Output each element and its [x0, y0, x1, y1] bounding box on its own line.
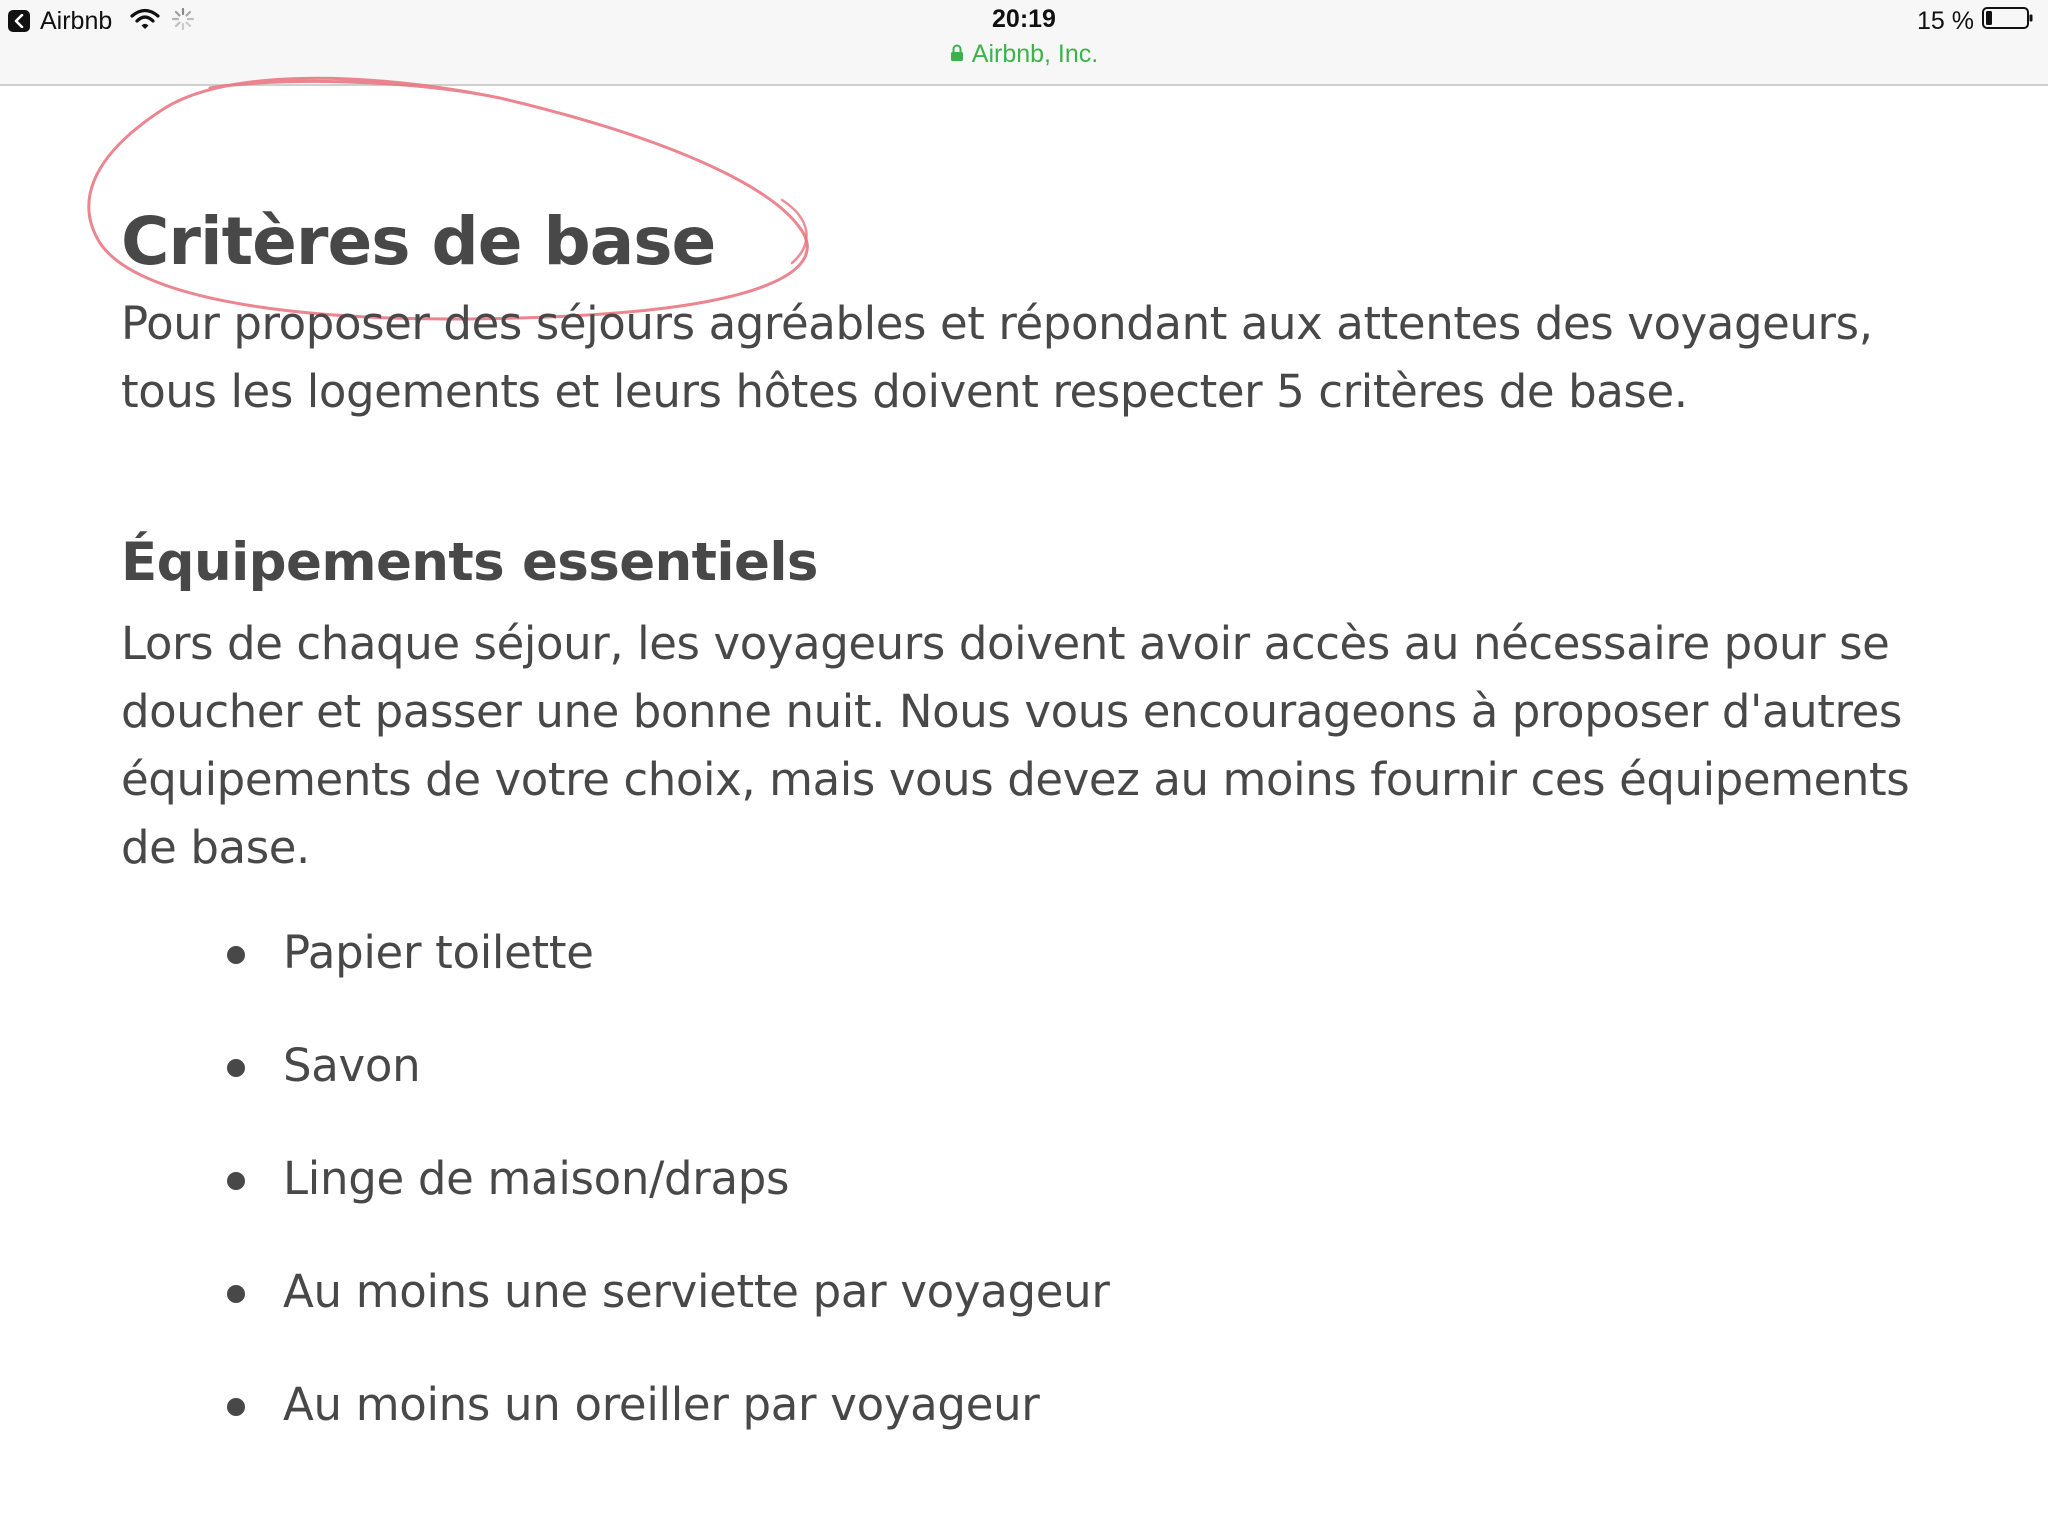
site-identity[interactable] [0, 40, 2048, 69]
list-item [227, 922, 1971, 984]
back-app-label: Airbnb [40, 6, 113, 35]
article-content [121, 200, 1971, 1487]
list-item [227, 1035, 1971, 1097]
section-paragraph: Lors de chaque séjour, les voyageurs doivent avoir accès au nécessaire pour se doucher et passer une bonne nuit. Nous vous encourageons à proposer d'autres équipements de votre choix, mais vous devez au moins fournir ces équipements de base. [121, 617, 1910, 874]
list-item-label: Linge de maison/draps [283, 1152, 790, 1205]
status-bar [0, 0, 2048, 86]
clock: 20:19 [992, 5, 1056, 33]
list-item [227, 1374, 1971, 1436]
list-item-label: Au moins un oreiller par voyageur [283, 1378, 1040, 1431]
amenities-list [121, 922, 1971, 1436]
list-item [227, 1148, 1971, 1210]
battery-percent: 15 % [1917, 6, 1974, 35]
bullet-icon [227, 1398, 245, 1416]
bullet-icon [227, 946, 245, 964]
list-item-label: Papier toilette [283, 926, 594, 979]
battery-icon [1982, 6, 2034, 37]
site-name: Airbnb, Inc. [971, 40, 1099, 68]
intro-paragraph: Pour proposer des séjours agréables et répondant aux attentes des voyageurs, tous les logements et leurs hôtes doivent respecter 5 critères de base. [121, 297, 1873, 418]
bullet-icon [227, 1285, 245, 1303]
battery-status [1917, 6, 2034, 36]
bullet-icon [227, 1059, 245, 1077]
bullet-icon [227, 1172, 245, 1190]
list-item [227, 1261, 1971, 1323]
list-item-label: Savon [283, 1039, 421, 1092]
page-title: Critères de base [121, 203, 716, 280]
lock-icon [950, 40, 964, 69]
list-item-label: Au moins une serviette par voyageur [283, 1265, 1110, 1318]
section-title: Équipements essentiels [121, 532, 818, 593]
